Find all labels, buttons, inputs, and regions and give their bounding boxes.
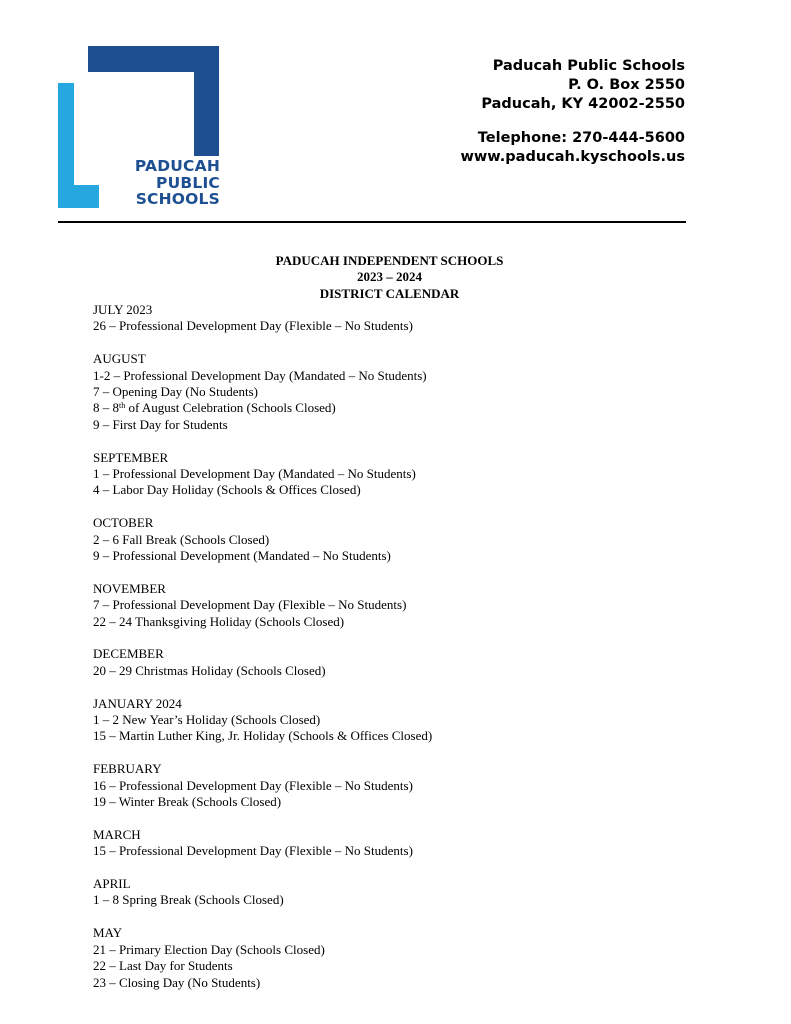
- logo-line-3: SCHOOLS: [135, 190, 220, 208]
- month-name: APRIL: [93, 876, 131, 892]
- month-name: NOVEMBER: [93, 580, 166, 596]
- calendar-list: [93, 302, 713, 1007]
- calendar-entry: 23 – Closing Day (No Students): [93, 974, 261, 990]
- telephone: Telephone: 270-444-5600: [477, 130, 685, 146]
- po-box: P. O. Box 2550: [568, 77, 685, 93]
- month-name: FEBRUARY: [93, 761, 162, 777]
- calendar-entry: 4 – Labor Day Holiday (Schools & Offices Closed): [93, 482, 361, 498]
- address-block: [461, 57, 685, 167]
- month-section: [93, 450, 713, 499]
- ordinal-suffix: th: [119, 401, 126, 411]
- month-name: JULY 2023: [93, 302, 153, 317]
- calendar-entry: 9 – Professional Development (Mandated – No Students): [93, 548, 391, 564]
- month-name: MAY: [93, 925, 123, 941]
- month-section: [93, 761, 713, 810]
- organization-name: Paducah Public Schools: [492, 58, 685, 74]
- district-logo: [58, 46, 220, 208]
- website: www.paducah.kyschools.us: [460, 149, 685, 165]
- calendar-entry: 21 – Primary Election Day (Schools Closed): [93, 941, 325, 957]
- month-section: [93, 876, 713, 909]
- city-state-zip: Paducah, KY 42002-2550: [481, 96, 685, 112]
- calendar-entry: 16 – Professional Development Day (Flexible – No Students): [93, 777, 413, 793]
- calendar-entry: 7 – Opening Day (No Students): [93, 384, 259, 400]
- calendar-entry: 19 – Winter Break (Schools Closed): [93, 794, 282, 810]
- entry-text: 8 – 8: [93, 400, 119, 416]
- calendar-entry: 15 – Professional Development Day (Flexible – No Students): [93, 843, 413, 859]
- calendar-entry: 9 – First Day for Students: [93, 416, 228, 432]
- month-section: [93, 351, 713, 433]
- entry-text: of August Celebration (Schools Closed): [125, 400, 336, 416]
- calendar-entry: 26 – Professional Development Day (Flexible – No Students): [93, 318, 413, 334]
- month-name: SEPTEMBER: [93, 449, 169, 465]
- calendar-entry: 7 – Professional Development Day (Flexible – No Students): [93, 597, 407, 613]
- month-section: [93, 696, 713, 745]
- month-name: AUGUST: [93, 351, 146, 367]
- logo-bottom-bar: [58, 185, 99, 208]
- logo-right-bar: [194, 46, 219, 156]
- calendar-entry: 15 – Martin Luther King, Jr. Holiday (Schools & Offices Closed): [93, 728, 433, 744]
- title-line-1: PADUCAH INDEPENDENT SCHOOLS: [275, 253, 504, 268]
- month-name: MARCH: [93, 826, 141, 842]
- logo-wordmark: [135, 158, 220, 208]
- calendar-entry: 22 – Last Day for Students: [93, 958, 233, 974]
- month-section: [93, 646, 713, 679]
- month-section: [93, 515, 713, 564]
- month-section: [93, 827, 713, 860]
- calendar-entry: 22 – 24 Thanksgiving Holiday (Schools Closed): [93, 613, 345, 629]
- document-title: [0, 253, 779, 302]
- calendar-entry: 2 – 6 Fall Break (Schools Closed): [93, 531, 270, 547]
- month-name: DECEMBER: [93, 646, 164, 662]
- month-section: [93, 302, 713, 335]
- logo-line-1: PADUCAH: [134, 157, 220, 175]
- title-line-2: 2023 – 2024: [357, 269, 422, 285]
- header-divider: [58, 221, 686, 223]
- month-name: OCTOBER: [93, 515, 154, 531]
- calendar-entry: 1-2 – Professional Development Day (Mandated – No Students): [93, 367, 427, 383]
- logo-line-2: PUBLIC: [156, 173, 220, 192]
- month-section: [93, 581, 713, 630]
- month-name: JANUARY 2024: [93, 695, 182, 711]
- calendar-entry: 1 – Professional Development Day (Mandated – No Students): [93, 466, 416, 482]
- title-line-3: DISTRICT CALENDAR: [319, 285, 460, 301]
- calendar-entry: 1 – 8 Spring Break (Schools Closed): [93, 892, 284, 908]
- month-section: [93, 925, 713, 991]
- calendar-entry: 20 – 29 Christmas Holiday (Schools Closed): [93, 662, 326, 678]
- calendar-entry: 1 – 2 New Year’s Holiday (Schools Closed): [93, 712, 321, 728]
- calendar-entry: [93, 400, 713, 416]
